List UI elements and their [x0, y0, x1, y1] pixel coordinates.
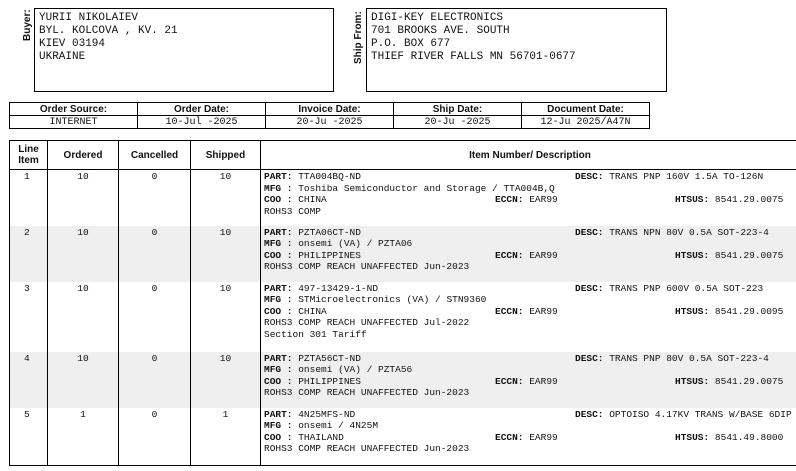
order-source-value: INTERNET: [10, 116, 138, 129]
htsus-label: HTSUS:: [675, 194, 710, 205]
invoice-date-value: 20-Ju -2025: [266, 116, 394, 129]
desc-label: DESC:: [575, 282, 604, 294]
eccn-label: ECCN:: [495, 194, 524, 205]
eccn-label: ECCN:: [495, 305, 524, 317]
table-row: [10, 226, 796, 282]
table-row: [10, 352, 796, 408]
manufacturer: Toshiba Semiconductor and Storage / TTA004B,Q: [298, 182, 555, 194]
line-number: 3: [10, 282, 48, 352]
ordered-qty: 10: [48, 226, 119, 282]
mfg-label: MFG :: [264, 364, 293, 375]
table-row: [10, 170, 796, 226]
htsus-value: 8541.29.0075: [714, 375, 784, 387]
compliance-note: ROHS3 COMP REACH UNAFFECTED Jun-2023: [264, 261, 470, 272]
shipped-header: Shipped: [191, 141, 261, 170]
eccn-label: ECCN:: [495, 375, 524, 387]
buyer-city: KIEV 03194: [39, 38, 106, 50]
cancelled-header: Cancelled: [119, 141, 191, 170]
ordered-header: Ordered: [48, 141, 119, 170]
compliance-note: ROHS3 COMP REACH UNAFFECTED Jun-2023: [264, 443, 470, 454]
ship-from-pobox: P.O. BOX 677: [371, 38, 451, 50]
ship-from-address-box: [366, 8, 667, 92]
ship-from-street: 701 BROOKS AVE. SOUTH: [371, 25, 510, 37]
document-date-header: Document Date:: [522, 103, 650, 116]
order-info-table: [9, 102, 650, 129]
cancelled-qty: 0: [119, 226, 191, 282]
item-description-cell: [261, 408, 796, 466]
country-of-origin: PHILIPPINES: [298, 375, 361, 387]
buyer-street: BYL. KOLCOVA , KV. 21: [39, 25, 178, 37]
eccn-value: EAR99: [529, 375, 558, 387]
line-number: 5: [10, 408, 48, 466]
htsus-label: HTSUS:: [675, 249, 710, 261]
compliance-note: ROHS3 COMP: [264, 205, 322, 217]
order-date-value: 10-Jul -2025: [138, 116, 266, 129]
item-description-header: Item Number/ Description: [261, 141, 796, 170]
item-description-cell: [261, 282, 796, 352]
cancelled-qty: 0: [119, 170, 191, 226]
ship-from-city: THIEF RIVER FALLS MN 56701-0677: [371, 51, 576, 63]
line-number: 1: [10, 170, 48, 226]
mfg-label: MFG :: [264, 238, 293, 249]
manufacturer: onsemi / 4N25M: [298, 420, 379, 431]
desc-label: DESC:: [575, 226, 604, 238]
item-desc: OPTOISO 4.17KV TRANS W/BASE 6DIP: [609, 408, 792, 420]
part-label: PART:: [264, 282, 293, 294]
part-number: PZTA06CT-ND: [298, 226, 361, 238]
items-table: [9, 140, 796, 466]
country-of-origin: PHILIPPINES: [298, 249, 361, 261]
item-desc: TRANS PNP 600V 0.5A SOT-223: [609, 282, 764, 294]
buyer-name: YURII NIKOLAIEV: [39, 12, 139, 24]
buyer-label: Buyer:: [22, 9, 33, 41]
ordered-qty: 10: [48, 170, 119, 226]
mfg-label: MFG :: [264, 420, 293, 431]
mfg-label: MFG :: [264, 182, 293, 194]
coo-label: COO :: [264, 431, 293, 443]
item-desc: TRANS PNP 80V 0.5A SOT-223-4: [609, 352, 769, 364]
compliance-note: ROHS3 COMP REACH UNAFFECTED Jul-2022: [264, 317, 470, 328]
ship-from-company: DIGI-KEY ELECTRONICS: [371, 12, 504, 24]
eccn-value: EAR99: [529, 305, 558, 317]
desc-label: DESC:: [575, 171, 604, 182]
order-date-header: Order Date:: [138, 103, 266, 116]
htsus-value: 8541.49.8000: [714, 431, 784, 443]
shipped-qty: 1: [191, 408, 261, 466]
part-label: PART:: [264, 171, 293, 182]
buyer-address-box: [34, 8, 334, 92]
ship-date-value: 20-Ju -2025: [394, 116, 522, 129]
manufacturer: onsemi (VA) / PZTA56: [298, 364, 413, 375]
item-desc: TRANS PNP 160V 1.5A TO-126N: [609, 171, 764, 182]
cancelled-qty: 0: [119, 408, 191, 466]
country-of-origin: THAILAND: [298, 431, 344, 443]
country-of-origin: CHINA: [298, 194, 327, 205]
item-desc: TRANS NPN 80V 0.5A SOT-223-4: [609, 226, 769, 238]
part-number: PZTA56CT-ND: [298, 352, 361, 364]
coo-label: COO :: [264, 375, 293, 387]
desc-label: DESC:: [575, 408, 604, 420]
shipped-qty: 10: [191, 170, 261, 226]
desc-label: DESC:: [575, 352, 604, 364]
ship-from-label: Ship From:: [353, 11, 364, 64]
manufacturer: onsemi (VA) / PZTA06: [298, 238, 413, 249]
part-number: TTA004BQ-ND: [298, 171, 361, 182]
eccn-value: EAR99: [529, 431, 558, 443]
part-number: 4N25MFS-ND: [298, 408, 356, 420]
ship-date-header: Ship Date:: [394, 103, 522, 116]
eccn-label: ECCN:: [495, 431, 524, 443]
table-row: [10, 408, 796, 466]
htsus-label: HTSUS:: [675, 375, 710, 387]
htsus-label: HTSUS:: [675, 305, 710, 317]
ordered-qty: 1: [48, 408, 119, 466]
eccn-value: EAR99: [529, 194, 558, 205]
item-description-cell: [261, 352, 796, 408]
eccn-value: EAR99: [529, 249, 558, 261]
part-number: 497-13429-1-ND: [298, 282, 379, 294]
htsus-value: 8541.29.0095: [714, 305, 784, 317]
shipped-qty: 10: [191, 352, 261, 408]
manufacturer: STMicroelectronics (VA) / STN9360: [298, 294, 487, 305]
coo-label: COO :: [264, 194, 293, 205]
invoice-date-header: Invoice Date:: [266, 103, 394, 116]
htsus-value: 8541.29.0075: [714, 249, 784, 261]
ordered-qty: 10: [48, 352, 119, 408]
htsus-label: HTSUS:: [675, 431, 710, 443]
part-label: PART:: [264, 352, 293, 364]
cancelled-qty: 0: [119, 352, 191, 408]
part-label: PART:: [264, 226, 293, 238]
shipped-qty: 10: [191, 226, 261, 282]
item-description-cell: [261, 226, 796, 282]
coo-label: COO :: [264, 249, 293, 261]
line-item-header: Line Item: [10, 141, 48, 170]
part-label: PART:: [264, 408, 293, 420]
cancelled-qty: 0: [119, 282, 191, 352]
line-number: 2: [10, 226, 48, 282]
document-date-value: 12-Ju 2025/A47N: [522, 116, 650, 129]
item-description-cell: [261, 170, 796, 226]
eccn-label: ECCN:: [495, 249, 524, 261]
compliance-note: ROHS3 COMP REACH UNAFFECTED Jun-2023: [264, 387, 470, 398]
table-row: [10, 282, 796, 352]
compliance-note: Section 301 Tariff: [264, 328, 367, 340]
country-of-origin: CHINA: [298, 305, 327, 317]
mfg-label: MFG :: [264, 294, 293, 305]
line-number: 4: [10, 352, 48, 408]
coo-label: COO :: [264, 305, 293, 317]
htsus-value: 8541.29.0075: [714, 194, 784, 205]
ordered-qty: 10: [48, 282, 119, 352]
buyer-country: UKRAINE: [39, 51, 86, 63]
shipped-qty: 10: [191, 282, 261, 352]
order-source-header: Order Source:: [10, 103, 138, 116]
